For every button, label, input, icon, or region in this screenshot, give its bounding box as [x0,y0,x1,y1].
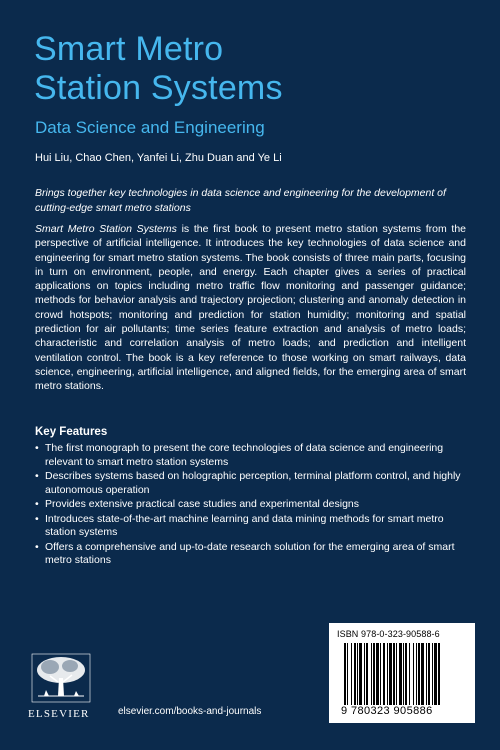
book-title-line-1: Smart Metro [34,30,224,68]
key-features-list [35,442,467,569]
key-features-heading: Key Features [35,426,108,438]
key-feature-item: • Offers a comprehensive and up-to-date research solution for the emerging area of smart metro stations [35,541,467,568]
book-title-line-2: Station Systems [34,69,283,107]
book-subtitle: Data Science and Engineering [35,118,265,137]
isbn-text: ISBN 978-0-323-90588-6 [337,629,440,639]
description [35,222,466,394]
key-feature-item: • Provides extensive practical case studies and experimental designs [35,498,467,512]
description-text: is the first book to present metro station systems from the perspective of artificial intelligence. It introduces the key technologies of data science and engineering for smart metro station systems. The book consists of three main parts, focusing in turn on environment, people, and energy. Each chapter gives a series of practical applications on topics including metro traffic flow monitoring and passenger guidance; methods for behavior analysis and trajectory projection; clustering and anomaly detection in crowd hotspots; monitoring and prediction for station humidity; monitoring and spatial prediction for air pollutants; time series feature extraction and analysis of metro loads; characteristic and correlation analysis of metro loads; and prediction and intelligent ventilation control. The book is a key reference to those working on smart railways, data science, engineering, artificial intelligence, and aligned fields, for the emerging area of smart metro stations. [35,223,467,393]
publisher-website-link[interactable]: elsevier.com/books-and-journals [118,706,262,717]
key-feature-item: • Describes systems based on holographic perception, terminal platform control, and highly autonomous operation [35,470,467,497]
authors: Hui Liu, Chao Chen, Yanfei Li, Zhu Duan and Ye Li [35,152,282,164]
barcode-icon [344,643,462,705]
book-title [34,30,283,108]
publisher-name: ELSEVIER [28,708,90,720]
barcode-panel [329,623,475,723]
tagline: Brings together key technologies in data science and engineering for the development of cutting-edge smart metro stations [35,187,446,214]
elsevier-tree-logo-icon [30,652,92,704]
key-feature-item: • The first monograph to present the core technologies of data science and engineering relevant to smart metro station systems [35,442,467,469]
barcode-digits: 9 780323 905886 [341,705,433,717]
description-book-title: Smart Metro Station Systems [35,223,177,235]
key-feature-item: • Introduces state-of-the-art machine learning and data mining methods for smart metro station systems [35,513,467,540]
